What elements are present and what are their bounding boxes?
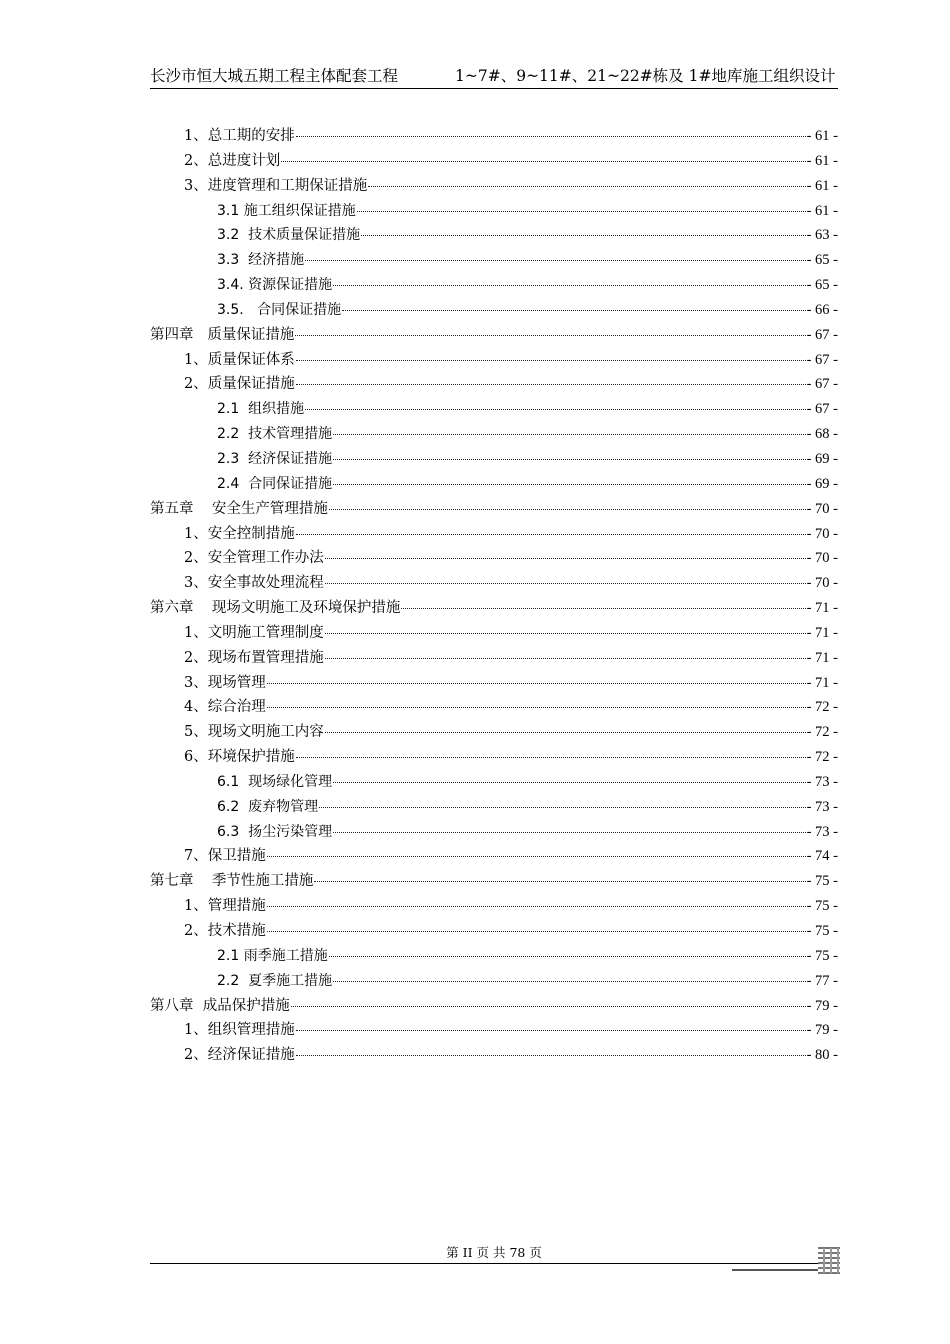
toc-entry[interactable] <box>150 621 838 646</box>
toc-dot-leader <box>325 633 806 634</box>
toc-entry-label: 2.1 雨季施工措施 <box>217 947 328 964</box>
toc-dot-leader <box>296 136 806 137</box>
toc-entry-label: 第六章 现场文明施工及环境保护措施 <box>150 600 401 617</box>
toc-entry[interactable] <box>150 447 838 472</box>
toc-entry-label: 3.1 施工组织保证措施 <box>217 202 356 219</box>
toc-entry[interactable] <box>150 497 838 522</box>
toc-dot-leader <box>305 409 805 410</box>
toc-entry-page: - 65 - <box>806 277 838 294</box>
toc-dot-leader <box>291 1006 806 1007</box>
toc-entry-page: - 79 - <box>806 1022 838 1039</box>
toc-entry-label: 1、总工期的安排 <box>184 128 295 144</box>
toc-entry-label: 3.2 技术质量保证措施 <box>217 227 361 244</box>
toc-dot-leader <box>325 558 806 559</box>
toc-entry-label: 2.3 经济保证措施 <box>217 450 333 467</box>
toc-entry[interactable] <box>150 671 838 696</box>
toc-dot-leader <box>325 658 806 659</box>
toc-dot-leader <box>342 310 806 311</box>
toc-entry-label: 2、质量保证措施 <box>184 376 295 393</box>
toc-entry-page: - 67 - <box>806 401 838 418</box>
toc-entry-label: 1、质量保证体系 <box>184 351 295 368</box>
toc-entry-page: - 75 - <box>806 923 838 939</box>
toc-entry-label: 1、组织管理措施 <box>184 1022 295 1039</box>
toc-entry[interactable] <box>150 397 838 422</box>
toc-entry-label: 6.1 现场绿化管理 <box>217 773 333 790</box>
toc-entry-page: - 80 - <box>806 1047 838 1064</box>
toc-entry-page: - 75 - <box>806 873 838 890</box>
toc-entry-label: 第八章 成品保护措施 <box>150 997 290 1014</box>
toc-entry-label: 2.2 夏季施工措施 <box>217 972 333 989</box>
toc-entry[interactable] <box>150 720 838 745</box>
company-logo-icon <box>732 1244 844 1276</box>
toc-entry[interactable] <box>150 472 838 497</box>
toc-entry-page: - 70 - <box>806 575 838 592</box>
toc-entry[interactable] <box>150 248 838 273</box>
toc-entry-label: 2.1 组织措施 <box>217 401 305 418</box>
toc-entry[interactable] <box>150 745 838 770</box>
toc-dot-leader <box>325 732 806 733</box>
toc-dot-leader <box>295 335 805 336</box>
toc-dot-leader <box>267 707 806 708</box>
toc-dot-leader <box>357 211 806 212</box>
toc-entry-page: - 70 - <box>806 525 838 542</box>
toc-entry-label: 1、文明施工管理制度 <box>184 624 324 641</box>
toc-entry-label: 7、保卫措施 <box>184 848 266 865</box>
toc-dot-leader <box>296 384 806 385</box>
toc-entry[interactable] <box>150 273 838 298</box>
toc-entry-page: - 61 - <box>806 128 838 144</box>
toc-entry-label: 2、经济保证措施 <box>184 1047 295 1064</box>
toc-entry[interactable] <box>150 149 838 174</box>
toc-entry-page: - 69 - <box>806 450 838 467</box>
toc-dot-leader <box>333 434 805 435</box>
toc-entry-label: 第四章 质量保证措施 <box>150 326 295 343</box>
toc-entry[interactable] <box>150 646 838 671</box>
toc-entry-page: - 67 - <box>806 326 838 343</box>
toc-entry-label: 5、现场文明施工内容 <box>184 724 324 741</box>
toc-entry[interactable] <box>150 844 838 869</box>
toc-entry[interactable] <box>150 571 838 596</box>
toc-entry-label: 3.4. 资源保证措施 <box>217 277 333 294</box>
toc-dot-leader <box>296 360 806 361</box>
toc-entry-label: 3.3 经济措施 <box>217 252 305 269</box>
toc-entry-page: - 71 - <box>806 649 838 666</box>
header-project-title: 长沙市恒大城五期工程主体配套工程 <box>150 67 399 85</box>
toc-entry-page: - 63 - <box>806 227 838 244</box>
toc-entry[interactable] <box>150 223 838 248</box>
toc-entry-page: - 71 - <box>806 624 838 641</box>
toc-dot-leader <box>333 459 805 460</box>
toc-dot-leader <box>314 881 805 882</box>
toc-entry[interactable] <box>150 124 838 149</box>
toc-dot-leader <box>329 509 806 510</box>
toc-entry-page: - 72 - <box>806 749 838 766</box>
toc-entry-label: 2.4 合同保证措施 <box>217 475 333 492</box>
toc-entry[interactable] <box>150 298 838 323</box>
toc-entry-label: 第七章 季节性施工措施 <box>150 873 314 890</box>
toc-dot-leader <box>296 534 806 535</box>
toc-entry-label: 6.3 扬尘污染管理 <box>217 823 333 840</box>
toc-entry[interactable] <box>150 770 838 795</box>
toc-dot-leader <box>333 782 805 783</box>
toc-entry-page: - 77 - <box>806 972 838 989</box>
toc-entry-label: 1、管理措施 <box>184 898 266 915</box>
toc-entry-page: - 70 - <box>806 500 838 517</box>
toc-entry[interactable] <box>150 372 838 397</box>
toc-entry-page: - 70 - <box>806 550 838 567</box>
table-of-contents <box>150 124 838 1068</box>
toc-entry[interactable] <box>150 596 838 621</box>
toc-entry-label: 3、进度管理和工期保证措施 <box>184 177 368 194</box>
toc-dot-leader <box>368 186 805 187</box>
toc-entry-label: 2.2 技术管理措施 <box>217 426 333 443</box>
toc-entry[interactable] <box>150 820 838 845</box>
toc-entry-label: 2、安全管理工作办法 <box>184 550 324 567</box>
toc-dot-leader <box>267 931 806 932</box>
toc-entry-label: 3、现场管理 <box>184 674 266 691</box>
toc-dot-leader <box>267 683 806 684</box>
page-header <box>150 66 838 89</box>
toc-dot-leader <box>333 832 805 833</box>
toc-dot-leader <box>333 285 805 286</box>
toc-dot-leader <box>333 484 805 485</box>
toc-dot-leader <box>319 807 805 808</box>
toc-entry[interactable] <box>150 994 838 1019</box>
toc-entry[interactable] <box>150 422 838 447</box>
toc-entry[interactable] <box>150 323 838 348</box>
footer-page-number: 第 II 页 共 78 页 <box>446 1245 542 1260</box>
toc-entry-page: - 67 - <box>806 376 838 393</box>
toc-entry-page: - 61 - <box>806 152 838 169</box>
toc-entry[interactable] <box>150 546 838 571</box>
toc-dot-leader <box>296 1030 806 1031</box>
toc-entry-page: - 72 - <box>806 724 838 741</box>
toc-entry[interactable] <box>150 1018 838 1043</box>
toc-entry[interactable] <box>150 944 838 969</box>
toc-entry-page: - 71 - <box>806 674 838 691</box>
toc-entry[interactable] <box>150 174 838 199</box>
toc-dot-leader <box>325 583 806 584</box>
toc-entry-page: - 61 - <box>806 177 838 194</box>
toc-entry-page: - 74 - <box>806 848 838 865</box>
toc-entry[interactable] <box>150 795 838 820</box>
toc-entry-page: - 72 - <box>806 699 838 716</box>
toc-dot-leader <box>329 956 806 957</box>
toc-dot-leader <box>296 1055 806 1056</box>
toc-dot-leader <box>401 608 805 609</box>
toc-entry[interactable] <box>150 199 838 224</box>
toc-entry-label: 2、技术措施 <box>184 923 266 939</box>
toc-entry-label: 6、环境保护措施 <box>184 749 295 766</box>
toc-entry[interactable] <box>150 1043 838 1068</box>
toc-entry-page: - 65 - <box>806 252 838 269</box>
toc-dot-leader <box>281 161 805 162</box>
toc-entry[interactable] <box>150 522 838 547</box>
toc-entry[interactable] <box>150 919 838 944</box>
toc-entry-label: 3.5. 合同保证措施 <box>217 301 342 318</box>
toc-entry-page: - 69 - <box>806 475 838 492</box>
toc-entry-page: - 73 - <box>806 773 838 790</box>
toc-dot-leader <box>361 235 805 236</box>
toc-entry-label: 1、安全控制措施 <box>184 525 295 542</box>
toc-entry-page: - 67 - <box>806 351 838 368</box>
toc-entry-page: - 71 - <box>806 600 838 617</box>
header-document-title: 1~7#、9~11#、21~22#栋及 1#地库施工组织设计 <box>455 67 836 85</box>
toc-entry-label: 2、总进度计划 <box>184 152 281 169</box>
toc-entry-page: - 73 - <box>806 823 838 840</box>
toc-dot-leader <box>267 906 806 907</box>
toc-entry-label: 3、安全事故处理流程 <box>184 575 324 592</box>
toc-entry-label: 4、综合治理 <box>184 699 266 716</box>
toc-entry[interactable] <box>150 969 838 994</box>
toc-entry-page: - 61 - <box>806 202 838 219</box>
toc-entry[interactable] <box>150 869 838 894</box>
toc-dot-leader <box>296 757 806 758</box>
toc-entry[interactable] <box>150 894 838 919</box>
toc-entry-label: 第五章 安全生产管理措施 <box>150 500 328 517</box>
toc-entry-page: - 73 - <box>806 798 838 815</box>
toc-entry-page: - 68 - <box>806 426 838 443</box>
toc-entry-page: - 75 - <box>806 898 838 915</box>
toc-entry-page: - 75 - <box>806 947 838 964</box>
toc-dot-leader <box>305 260 805 261</box>
toc-entry-page: - 66 - <box>806 301 838 318</box>
toc-entry[interactable] <box>150 695 838 720</box>
toc-dot-leader <box>333 981 805 982</box>
toc-entry-label: 6.2 废弃物管理 <box>217 798 319 815</box>
toc-entry[interactable] <box>150 348 838 373</box>
toc-entry-page: - 79 - <box>806 997 838 1014</box>
toc-entry-label: 2、现场布置管理措施 <box>184 649 324 666</box>
toc-dot-leader <box>267 856 806 857</box>
